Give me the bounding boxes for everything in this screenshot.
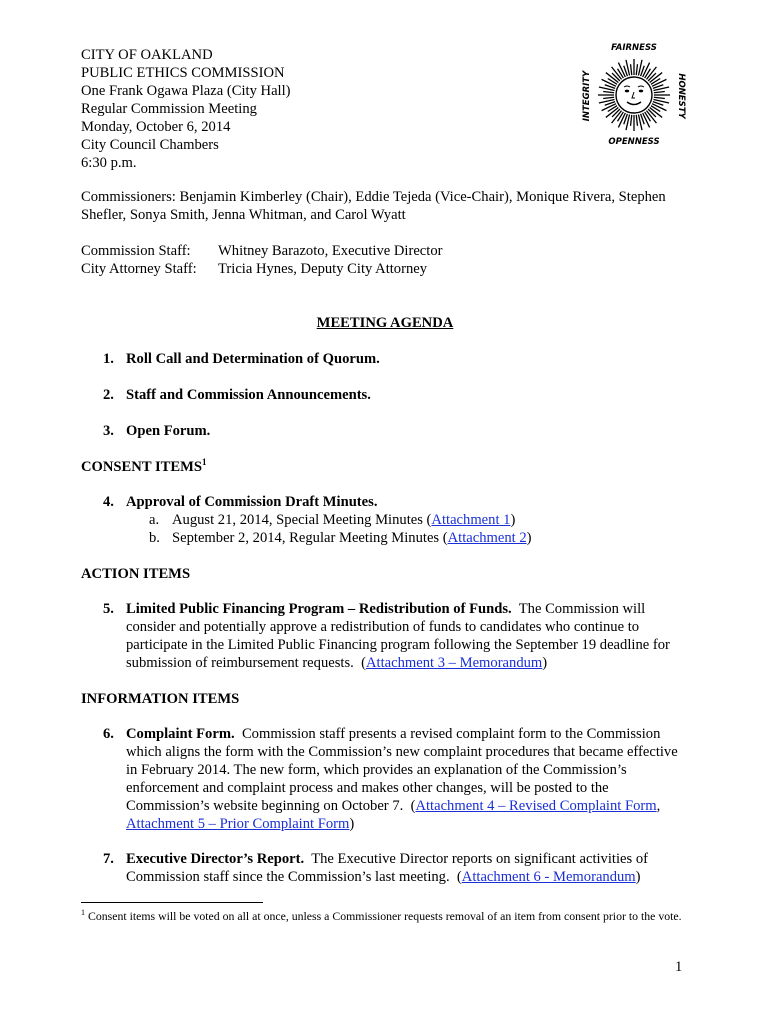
- staff-block: [81, 242, 443, 278]
- header-line: Regular Commission Meeting: [81, 101, 257, 117]
- sub-item-label: b.: [149, 530, 160, 546]
- agenda-item: [103, 493, 683, 511]
- sub-item: [149, 529, 532, 547]
- staff-value: Tricia Hynes, Deputy City Attorney: [218, 261, 428, 277]
- agenda-item: [103, 422, 683, 440]
- attachment-4-link[interactable]: Attachment 4 – Revised Complaint Form: [415, 798, 657, 814]
- section-heading-action: ACTION ITEMS: [81, 566, 191, 582]
- commission-staff-row: [81, 242, 443, 260]
- paren: ): [526, 530, 532, 546]
- sub-item-text: August 21, 2014, Special Meeting Minutes (: [172, 512, 432, 528]
- header-line: CITY OF OAKLAND: [81, 47, 213, 63]
- item-number: 5.: [103, 601, 114, 617]
- footnote-divider: [81, 902, 263, 903]
- footnote: [81, 909, 691, 924]
- sub-item-text: September 2, 2014, Regular Meeting Minutes (: [172, 530, 448, 546]
- sun-ray: [612, 109, 620, 117]
- page-number: 1: [675, 959, 683, 975]
- attorney-staff-row: [81, 260, 443, 278]
- footnote-text: Consent items will be voted on all at once, unless a Commissioner requests removal of an item from consent prior to the vote.: [87, 909, 682, 923]
- staff-label: City Attorney Staff:: [81, 261, 197, 277]
- logo-word-left: INTEGRITY: [582, 70, 592, 122]
- item-number: 2.: [103, 387, 114, 403]
- sun-ray: [636, 115, 637, 126]
- item-number: 4.: [103, 494, 114, 510]
- header-line: PUBLIC ETHICS COMMISSION: [81, 65, 285, 81]
- sub-item-label: a.: [149, 512, 160, 528]
- commissioners-list: Commissioners: Benjamin Kimberley (Chair), Eddie Tejeda (Vice-Chair), Monique Rivera, Stephen Shefler, Sonya Smith, Jenna Whitman, and Carol Wyatt: [81, 189, 666, 223]
- sun-ray: [603, 97, 614, 98]
- header-line: Monday, October 6, 2014: [81, 119, 231, 135]
- logo-word-bottom: OPENNESS: [608, 137, 660, 147]
- staff-label: Commission Staff:: [81, 243, 191, 259]
- sun-ray: [603, 92, 614, 93]
- attachment-1-link[interactable]: Attachment 1: [431, 512, 511, 528]
- header-line: City Council Chambers: [81, 137, 219, 153]
- section-heading-consent: [81, 458, 206, 476]
- item-number: 7.: [103, 851, 114, 867]
- item-title: Staff and Commission Announcements.: [126, 387, 371, 403]
- item-title: Limited Public Financing Program – Redistribution of Funds.: [126, 601, 512, 617]
- paren: ): [510, 512, 516, 528]
- agenda-item: 5. Limited Public Financing Program – Redistribution of Funds. The Commission will consider and potentially approve a redistribution of funds to candidates who continue to participate in the Limited Public Financing program following the September 19 deadline for submission of reimbursement requests. (Attachment 3 – Memorandum): [103, 601, 670, 671]
- item-title: Complaint Form.: [126, 726, 235, 742]
- sun-face-icon: [598, 59, 670, 131]
- item-number: 6.: [103, 726, 114, 742]
- item-title: Roll Call and Determination of Quorum.: [126, 351, 380, 367]
- agenda-item: [103, 350, 683, 368]
- item-title: Approval of Commission Draft Minutes.: [126, 494, 378, 510]
- sub-item: [149, 511, 515, 529]
- item-description: Commission staff presents a revised complaint form to the Commission which aligns the form with the Commission’s new complaint procedures that became effective in February 2014. The new form, which provides an explanation of the Commission’s enforcement and complaint process and makes other changes, will be posted to the Commission’s website beginning on October 7.: [126, 726, 678, 814]
- sun-ray: [648, 73, 656, 81]
- header-line: 6:30 p.m.: [81, 155, 137, 171]
- item-description: The Executive Director reports on significant activities of Commission staff since the Commission’s last meeting.: [126, 851, 648, 885]
- sun-ray: [612, 73, 620, 81]
- ethics-commission-logo: [580, 40, 688, 148]
- staff-value: Whitney Barazoto, Executive Director: [218, 243, 443, 259]
- footnote-marker: 1: [81, 908, 85, 918]
- sun-ray: [631, 64, 632, 75]
- letterhead: [81, 46, 291, 172]
- logo-word-right: HONESTY: [676, 73, 686, 119]
- agenda-item: 6. Complaint Form. Commission staff presents a revised complaint form to the Commission which aligns the form with the Commission’s new complaint procedures that became effective in February 2014. The new form, which provides an explanation of the Commission’s enforcement and complaint process and makes other changes, will be posted to the Commission’s website beginning on October 7. (Attachment 4 – Revised Complaint Form, Attachment 5 – Prior Complaint Form): [103, 726, 678, 832]
- sun-ray: [631, 115, 632, 126]
- logo-word-top: FAIRNESS: [611, 43, 657, 53]
- item-title: Open Forum.: [126, 423, 211, 439]
- item-number: 1.: [103, 351, 114, 367]
- item-description: The Commission will consider and potentially approve a redistribution of funds to candidates who continue to participate in the Limited Public Financing program following the September 19 deadline for submission of reimbursement requests.: [126, 601, 670, 671]
- attachment-5-link[interactable]: Attachment 5 – Prior Complaint Form: [126, 816, 350, 832]
- attachment-3-link[interactable]: Attachment 3 – Memorandum: [365, 655, 543, 671]
- attachment-6-link[interactable]: Attachment 6 - Memorandum: [461, 869, 636, 885]
- item-number: 3.: [103, 423, 114, 439]
- sun-ray: [654, 92, 665, 93]
- agenda-item: [103, 386, 683, 404]
- section-heading-information: INFORMATION ITEMS: [81, 691, 240, 707]
- header-line: One Frank Ogawa Plaza (City Hall): [81, 83, 291, 99]
- agenda-item: 7. Executive Director’s Report. The Executive Director reports on significant activities of Commission staff since the Commission’s last meeting. (Attachment 6 - Memorandum): [103, 851, 648, 885]
- sun-ray: [636, 64, 637, 75]
- item-title: Executive Director’s Report.: [126, 851, 305, 867]
- section-title: CONSENT ITEMS: [81, 459, 202, 475]
- sun-ray: [648, 109, 656, 117]
- agenda-title: MEETING AGENDA: [316, 315, 454, 331]
- footnote-ref[interactable]: 1: [201, 457, 207, 468]
- sun-ray: [654, 97, 665, 98]
- attachment-2-link[interactable]: Attachment 2: [447, 530, 527, 546]
